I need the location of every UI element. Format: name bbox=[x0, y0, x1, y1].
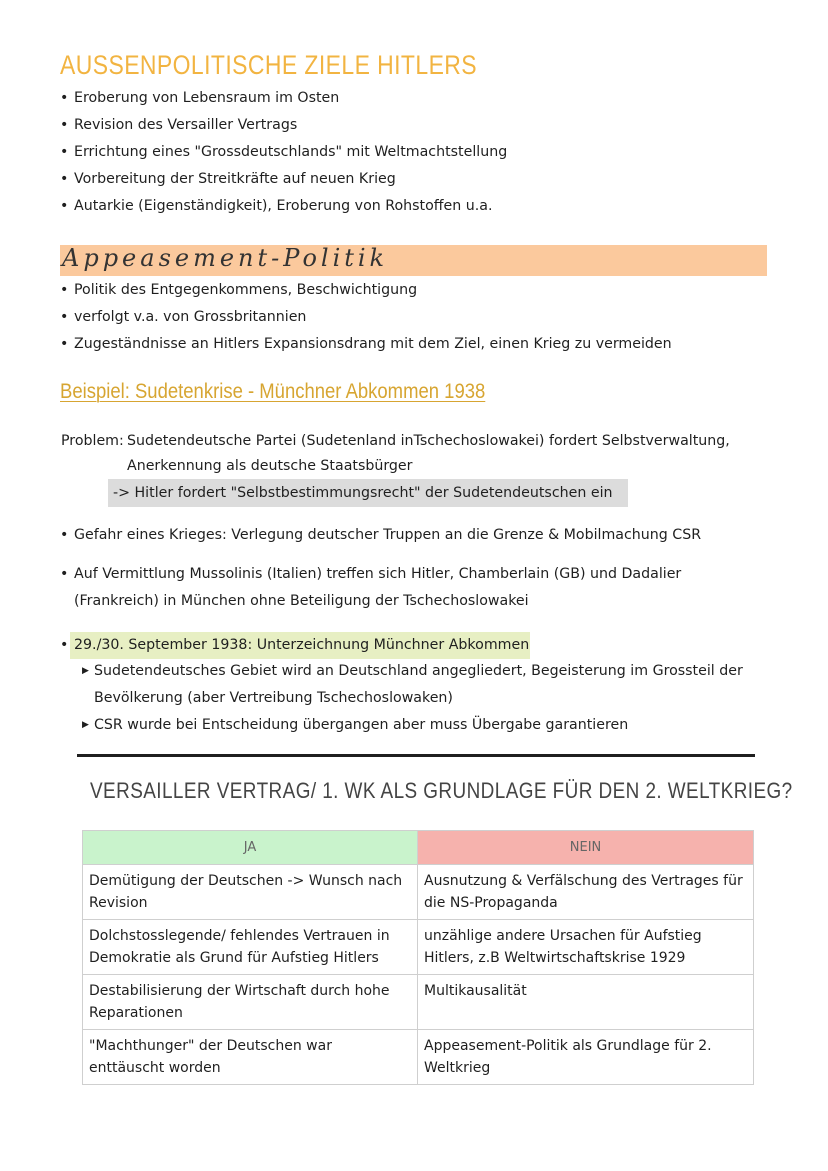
bullet-dot: • bbox=[60, 637, 69, 653]
list-item: • Revision des Versailler Vertrags bbox=[60, 112, 507, 139]
triangle-bullet-icon: ▶ bbox=[82, 666, 89, 676]
table-cell: Demütigung der Deutschen -> Wunsch nach Revision bbox=[83, 865, 418, 920]
bullet-dot: • bbox=[60, 527, 69, 543]
table-row bbox=[83, 920, 754, 975]
comparison-table bbox=[82, 830, 754, 1085]
sub-item-line: CSR wurde bei Entscheidung übergangen aber muss Übergabe garantieren bbox=[94, 717, 629, 733]
section-title-sudetenkrise: Beispiel: Sudetenkrise - Münchner Abkommen 1938 bbox=[60, 380, 486, 403]
problem-text-line: Sudetendeutsche Partei (Sudetenland inTschechoslowakei) fordert Selbstverwaltung, bbox=[127, 433, 730, 449]
table-cell: Ausnutzung & Verfälschung des Vertrages für die NS-Propaganda bbox=[418, 865, 754, 920]
ziele-list bbox=[60, 85, 507, 220]
problem-label: Problem: bbox=[61, 433, 124, 449]
table-cell: unzählige andere Ursachen für Aufstieg Hitlers, z.B Weltwirtschaftskrise 1929 bbox=[418, 920, 754, 975]
column-header-nein: NEIN bbox=[418, 831, 754, 865]
abkommen-item: 29./30. September 1938: Unterzeichnung Münchner Abkommen bbox=[74, 637, 530, 653]
bullet-dot: • bbox=[60, 566, 69, 582]
table-cell: Appeasement-Politik als Grundlage für 2. Weltkrieg bbox=[418, 1030, 754, 1085]
hitler-demand-line: -> Hitler fordert "Selbstbestimmungsrecht" der Sudetendeutschen ein bbox=[113, 485, 613, 501]
list-item: • Autarkie (Eigenständigkeit), Eroberung von Rohstoffen u.a. bbox=[60, 193, 507, 220]
table-row bbox=[83, 975, 754, 1030]
table-cell: Multikausalität bbox=[418, 975, 754, 1030]
section-title-appeasement: Appeasement-Politik bbox=[62, 244, 389, 272]
list-item: • Vorbereitung der Streitkräfte auf neuen Krieg bbox=[60, 166, 507, 193]
sub-item-line: Sudetendeutsches Gebiet wird an Deutschland angegliedert, Begeisterung im Grossteil der bbox=[94, 663, 743, 679]
column-header-ja: JA bbox=[83, 831, 418, 865]
appeasement-list bbox=[60, 277, 672, 358]
table-cell: Dolchstosslegende/ fehlendes Vertrauen in Demokratie als Grund für Aufstieg Hitlers bbox=[83, 920, 418, 975]
section-title-aussenpolitische-ziele: AUSSENPOLITISCHE ZIELE HITLERS bbox=[60, 50, 478, 80]
list-item: • Zugeständnisse an Hitlers Expansionsdrang mit dem Ziel, einen Krieg zu vermeiden bbox=[60, 331, 672, 358]
list-item: • Politik des Entgegenkommens, Beschwichtigung bbox=[60, 277, 672, 304]
table-header-row bbox=[83, 831, 754, 865]
kriegsgefahr-item: Gefahr eines Krieges: Verlegung deutscher Truppen an die Grenze & Mobilmachung CSR bbox=[74, 527, 702, 543]
table-row bbox=[83, 865, 754, 920]
sub-item-line: Bevölkerung (aber Vertreibung Tschechoslowaken) bbox=[94, 690, 453, 706]
table-cell: Destabilisierung der Wirtschaft durch hohe Reparationen bbox=[83, 975, 418, 1030]
vermittlung-line: (Frankreich) in München ohne Beteiligung der Tschechoslowakei bbox=[74, 593, 529, 609]
table-row bbox=[83, 1030, 754, 1085]
section-divider bbox=[77, 754, 755, 757]
triangle-bullet-icon: ▶ bbox=[82, 720, 89, 730]
list-item: • verfolgt v.a. von Grossbritannien bbox=[60, 304, 672, 331]
table-cell: "Machthunger" der Deutschen war enttäuscht worden bbox=[83, 1030, 418, 1085]
problem-text-line: Anerkennung als deutsche Staatsbürger bbox=[127, 458, 413, 474]
list-item: • Errichtung eines "Grossdeutschlands" mit Weltmachtstellung bbox=[60, 139, 507, 166]
list-item: • Eroberung von Lebensraum im Osten bbox=[60, 85, 507, 112]
section-title-versailler-vertrag: VERSAILLER VERTRAG/ 1. WK ALS GRUNDLAGE FÜR DEN 2. WELTKRIEG? bbox=[90, 778, 793, 803]
vermittlung-line: Auf Vermittlung Mussolinis (Italien) treffen sich Hitler, Chamberlain (GB) und Dadalier bbox=[74, 566, 682, 582]
